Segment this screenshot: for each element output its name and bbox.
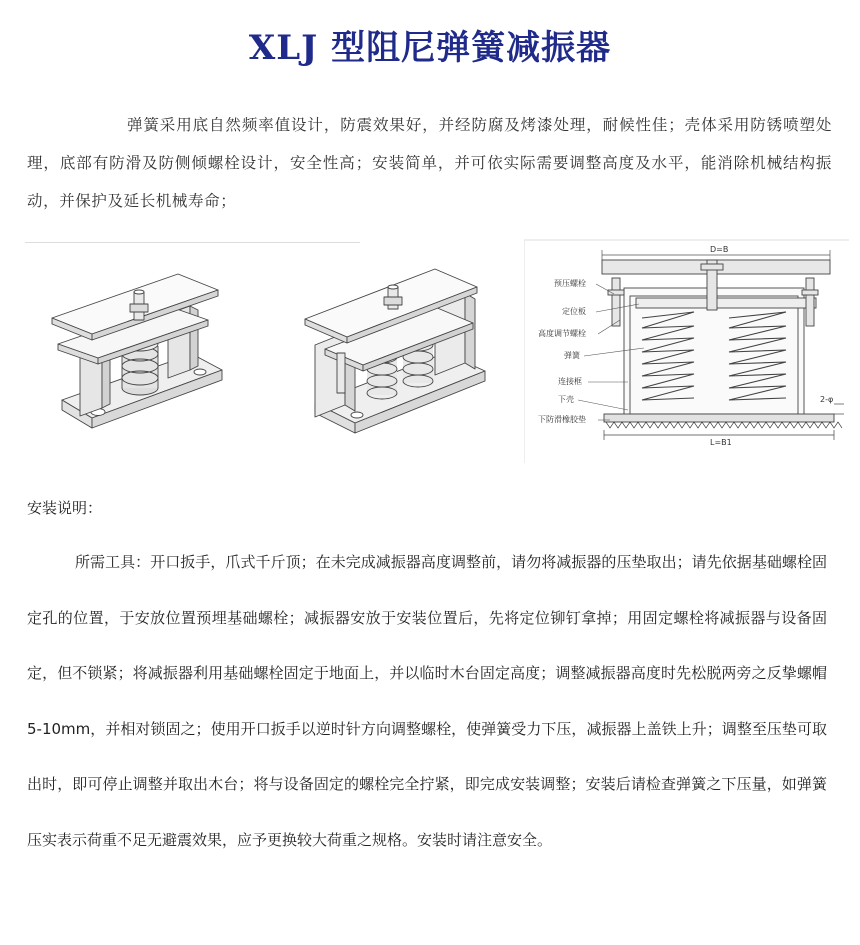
label-spring: 弹簧 — [564, 351, 580, 360]
page-title: XLJ 型阻尼弹簧减振器 — [248, 28, 612, 68]
install-paragraph: 所需工具：开口扳手，爪式千斤顶；在未完成减振器高度调整前，请勿将减振器的压垫取出；请先依据基础螺栓固定孔的位置，于安放位置预埋基础螺栓；减振器安放于安装位置后，先将定位铆钉拿掉；用固定螺栓将减振器与设备固定，但不锁紧；将减振器利用基础螺栓固定于地面上，并以临时木台固定高度；调整减振器高度时先松脱两旁之反挚螺帽 5-10mm，并相对锁固之；使用开口扳手以逆时针方向调整螺栓，使弹簧受力下压，减振器上盖铁上升；调整至压垫可取出时，即可停止调整并取出木台；将与设备固定的螺栓完全拧紧，即完成安装调整；安装后请检查弹簧之下压量，如弹簧压实表示荷重不足无避震效果，应予更换较大荷重之规格。安装时请注意安全。 — [27, 553, 827, 849]
label-connect-frame: 连接框 — [558, 377, 582, 386]
label-height-bolt: 高度调节螺栓 — [538, 329, 586, 338]
damper-iso-view-2 — [295, 253, 510, 463]
install-heading: 安装说明： — [27, 499, 103, 517]
dimension-bottom: L=B1 — [710, 438, 732, 447]
separator-line — [25, 242, 360, 243]
label-preload-bolt: 预压螺栓 — [554, 279, 586, 288]
label-lower-shell: 下壳 — [558, 395, 574, 404]
dimension-top: D=B — [710, 245, 729, 254]
label-positioning-plate: 定位板 — [562, 307, 586, 316]
intro-paragraph: 弹簧采用底自然频率值设计，防震效果好，并经防腐及烤漆处理，耐候性佳；壳体采用防锈喷塑处理，底部有防滑及防侧倾螺栓设计，安全性高；安装简单，并可依实际需要调整高度及水平，能消除机械结构振动，并保护及延长机械寿命； — [27, 116, 832, 210]
dimension-side: 2-φ — [820, 395, 834, 404]
damper-iso-view-1 — [40, 258, 240, 458]
damper-section-diagram — [524, 238, 849, 463]
label-rubber-pad: 下防滑橡胶垫 — [538, 415, 586, 424]
figure-row — [0, 238, 860, 478]
